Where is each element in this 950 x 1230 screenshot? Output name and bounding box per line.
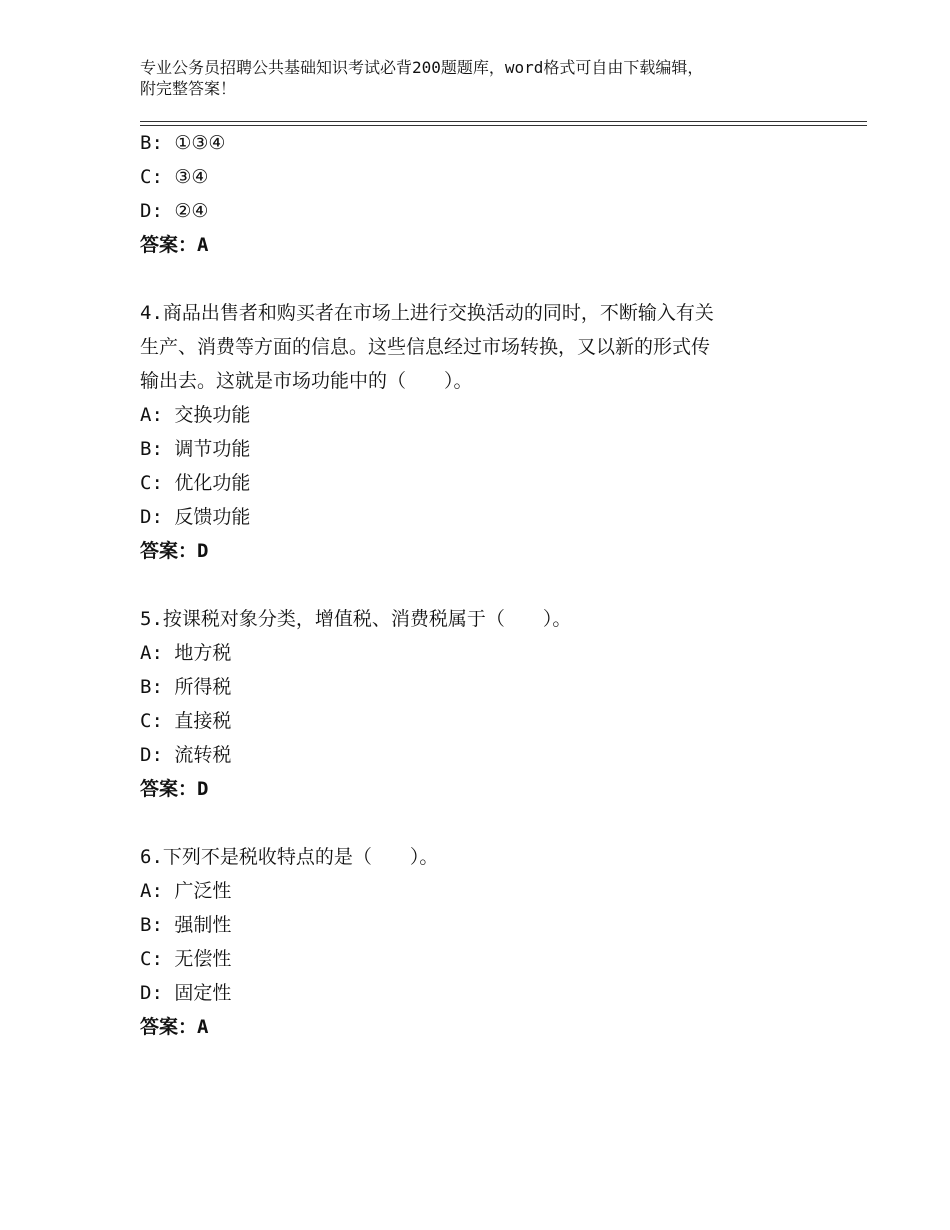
question-stem-line: 生产、消费等方面的信息。这些信息经过市场转换，又以新的形式传: [140, 336, 711, 358]
partial-question: [140, 126, 820, 262]
answer-label: 答案：A: [140, 234, 209, 256]
spacer: [140, 568, 820, 602]
page-header: [140, 57, 820, 99]
question-5: [140, 602, 820, 806]
spacer: [140, 806, 820, 840]
question-stem-line: 输出去。这就是市场功能中的（ ）。: [140, 370, 473, 392]
question-4: [140, 296, 820, 568]
option-c: C: 优化功能: [140, 472, 251, 494]
option-a: A: 广泛性: [140, 880, 232, 902]
answer-label: 答案：D: [140, 540, 209, 562]
option-c: C: 直接税: [140, 710, 232, 732]
question-stem-line: 5.按课税对象分类，增值税、消费税属于（ ）。: [140, 608, 572, 630]
question-stem-line: 4.商品出售者和购买者在市场上进行交换活动的同时，不断输入有关: [140, 302, 714, 324]
option-d: D: 反馈功能: [140, 506, 251, 528]
option-d: D: 流转税: [140, 744, 232, 766]
header-title-line-1: 专业公务员招聘公共基础知识考试必背200题题库，word格式可自由下载编辑，: [140, 58, 704, 77]
option-b: B: 调节功能: [140, 438, 251, 460]
document-body: [140, 126, 820, 1044]
header-title-line-2: 附完整答案！: [140, 79, 237, 98]
spacer: [140, 262, 820, 296]
option-c: C: 无偿性: [140, 948, 232, 970]
option-c: C: ③④: [140, 166, 209, 188]
option-a: A: 地方税: [140, 642, 232, 664]
option-a: A: 交换功能: [140, 404, 251, 426]
question-stem-line: 6.下列不是税收特点的是（ ）。: [140, 846, 439, 868]
answer-label: 答案：D: [140, 778, 209, 800]
option-b: B: 所得税: [140, 676, 232, 698]
option-b: B: 强制性: [140, 914, 232, 936]
option-d: D: 固定性: [140, 982, 232, 1004]
option-d: D: ②④: [140, 200, 209, 222]
question-6: [140, 840, 820, 1044]
option-b: B: ①③④: [140, 132, 226, 154]
answer-label: 答案：A: [140, 1016, 209, 1038]
